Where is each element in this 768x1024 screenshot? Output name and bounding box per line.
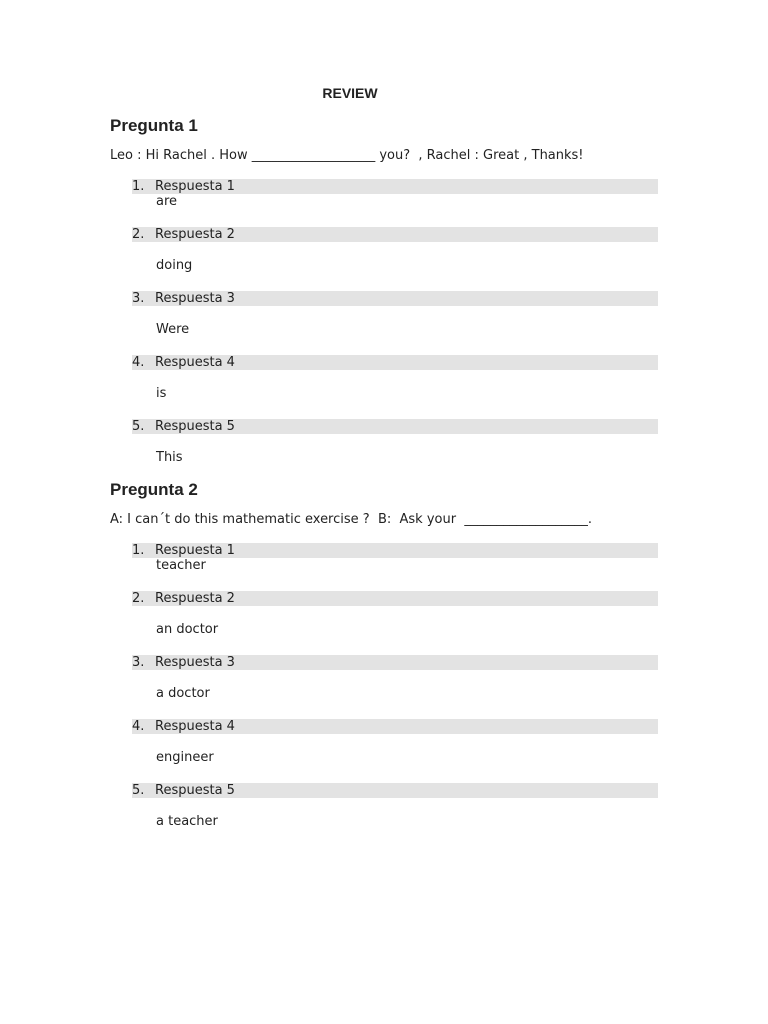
answer-number: 5. (132, 783, 145, 798)
answer-number: 3. (132, 291, 145, 306)
answer-label: Respuesta 1 (155, 543, 235, 558)
answer-label-bar (132, 419, 658, 434)
answer-label: Respuesta 4 (155, 719, 235, 734)
answer-value: engineer (156, 750, 214, 765)
answer-label-bar (132, 543, 658, 558)
answer-value: This (156, 450, 183, 465)
answer-item (132, 783, 658, 829)
answer-number: 2. (132, 591, 145, 606)
answer-label-bar (132, 227, 658, 242)
answer-label-bar (132, 719, 658, 734)
answer-item (132, 291, 658, 337)
answer-label-bar (132, 179, 658, 194)
answer-item (132, 543, 658, 573)
answer-value: is (156, 386, 167, 401)
question-1 (110, 115, 670, 465)
document-title: REVIEW (322, 85, 378, 101)
answer-label-bar (132, 291, 658, 306)
answer-item (132, 719, 658, 765)
answer-item (132, 419, 658, 465)
answer-label-bar (132, 591, 658, 606)
answer-label: Respuesta 3 (155, 655, 235, 670)
answer-label-bar (132, 783, 658, 798)
answer-item (132, 227, 658, 273)
answer-label: Respuesta 5 (155, 419, 235, 434)
answer-item (132, 179, 658, 209)
answer-value: teacher (156, 558, 206, 573)
answer-value: doing (156, 258, 193, 273)
answer-value: are (156, 194, 178, 209)
answer-number: 4. (132, 719, 145, 734)
answer-label: Respuesta 2 (155, 591, 235, 606)
answer-value: an doctor (156, 622, 219, 637)
question-heading: Pregunta 1 (110, 116, 198, 135)
answer-value: a teacher (156, 814, 218, 829)
answer-number: 5. (132, 419, 145, 434)
answer-item (132, 591, 658, 637)
answer-label: Respuesta 5 (155, 783, 235, 798)
question-heading: Pregunta 2 (110, 480, 198, 499)
answer-label: Respuesta 1 (155, 179, 235, 194)
answer-number: 3. (132, 655, 145, 670)
answer-value: a doctor (156, 686, 210, 701)
answer-label: Respuesta 4 (155, 355, 235, 370)
answer-number: 1. (132, 543, 145, 558)
answer-number: 2. (132, 227, 145, 242)
answer-label-bar (132, 355, 658, 370)
answer-label: Respuesta 2 (155, 227, 235, 242)
question-2 (110, 479, 670, 829)
answer-item (132, 355, 658, 401)
answer-number: 1. (132, 179, 145, 194)
answer-item (132, 655, 658, 701)
answer-label-bar (132, 655, 658, 670)
question-prompt: Leo : Hi Rachel . How ___________________ you? , Rachel : Great , Thanks! (110, 148, 584, 163)
question-prompt: A: I can´t do this mathematic exercise ? B: Ask your ___________________. (110, 512, 592, 527)
answer-number: 4. (132, 355, 145, 370)
answer-value: Were (156, 322, 190, 337)
answer-label: Respuesta 3 (155, 291, 235, 306)
